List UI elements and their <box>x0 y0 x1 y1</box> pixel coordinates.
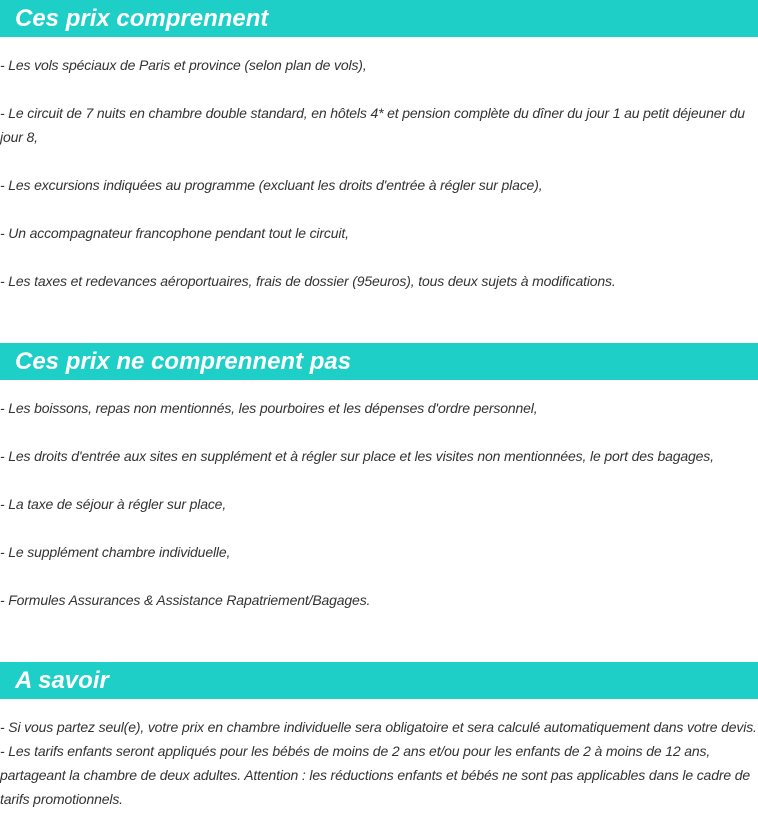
section-title: Ces prix ne comprennent pas <box>15 348 352 375</box>
section-list-not-included <box>0 380 758 612</box>
section-included <box>0 0 758 293</box>
section-header-good-to-know <box>0 662 758 699</box>
section-list-good-to-know <box>0 699 758 811</box>
section-header-not-included <box>0 343 758 380</box>
section-good-to-know <box>0 662 758 811</box>
section-header-included <box>0 0 758 37</box>
list-item: - La taxe de séjour à régler sur place, <box>0 496 227 512</box>
list-item: - Les droits d'entrée aux sites en supplément et à régler sur place et les visites non mentionnées, le port des bagages, <box>0 448 714 464</box>
list-item: - Un accompagnateur francophone pendant tout le circuit, <box>0 225 349 241</box>
list-item: - Les excursions indiquées au programme (excluant les droits d'entrée à régler sur place), <box>0 177 543 193</box>
list-item: - Les taxes et redevances aéroportuaires, frais de dossier (95euros), tous deux sujets à modifications. <box>0 273 616 289</box>
section-title: Ces prix comprennent <box>15 5 269 32</box>
list-item: - Le supplément chambre individuelle, <box>0 544 231 560</box>
list-item: - Le circuit de 7 nuits en chambre double standard, en hôtels 4* et pension complète du dîner du jour 1 au petit déjeuner du jour 8, <box>0 105 745 145</box>
list-item: - Si vous partez seul(e), votre prix en chambre individuelle sera obligatoire et sera calculé automatiquement dans votre devis. <box>0 719 757 735</box>
section-list-included <box>0 37 758 293</box>
list-item: - Les boissons, repas non mentionnés, les pourboires et les dépenses d'ordre personnel, <box>0 400 538 416</box>
section-not-included <box>0 343 758 612</box>
list-item: - Formules Assurances & Assistance Rapatriement/Bagages. <box>0 592 371 608</box>
list-item: - Les tarifs enfants seront appliqués pour les bébés de moins de 2 ans et/ou pour les enfants de 2 à moins de 12 ans, partageant la chambre de deux adultes. Attention : les réductions enfants et bébés ne sont pas applicables dans le cadre de tarifs promotionnels. <box>0 743 750 807</box>
list-item: - Les vols spéciaux de Paris et province (selon plan de vols), <box>0 57 367 73</box>
section-title: A savoir <box>15 667 109 694</box>
